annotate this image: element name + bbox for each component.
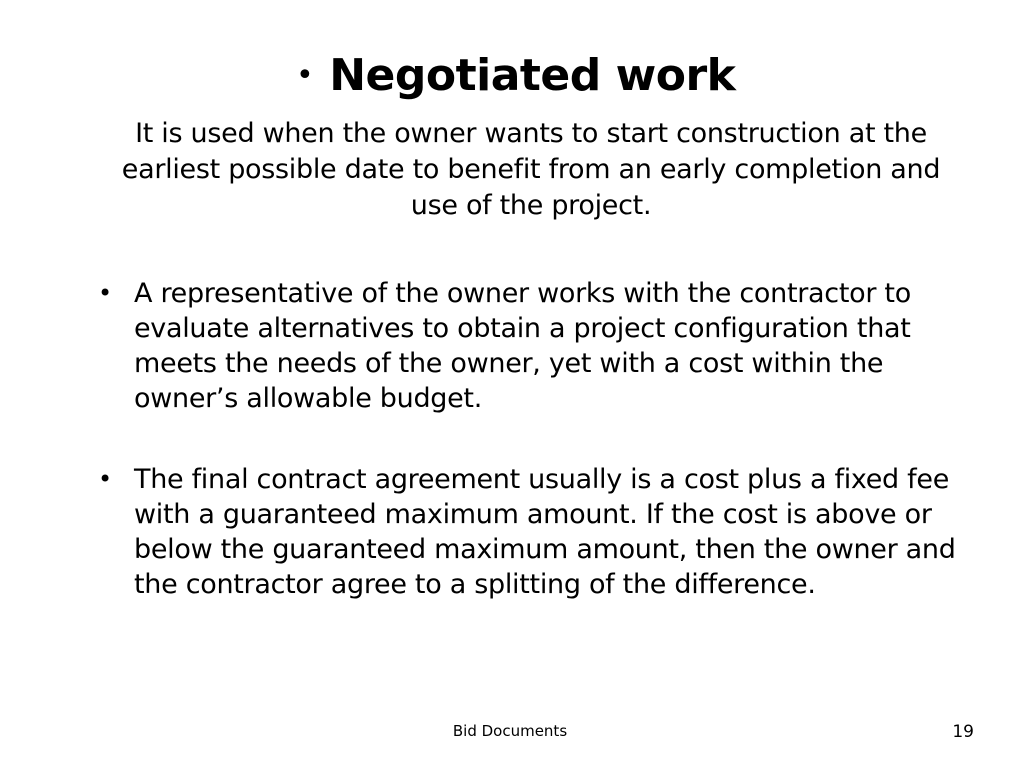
bullet-text: The final contract agreement usually is a cost plus a fixed fee with a guaranteed maximum amount. If the cost is above or below the guaranteed maximum amount, then the owner and the contractor agree to a splitting of the difference. [134,464,956,600]
bullet-list [96,276,966,648]
slide-footer: Bid Documents [452,722,568,740]
title-bullet-icon: • [296,57,314,93]
slide-title-text: Negotiated work [329,49,736,101]
bullet-icon: • [98,279,112,307]
bullet-item [96,462,966,602]
slide-title [296,44,856,106]
bullet-item [96,276,966,416]
intro-paragraph: It is used when the owner wants to start construction at the earliest possible date to benefit from an early completion and use of the project. [121,118,941,221]
bullet-icon: • [98,465,112,493]
page-number: 19 [952,722,974,742]
bullet-text: A representative of the owner works with the contractor to evaluate alternatives to obtain a project configuration that meets the needs of the owner, yet with a cost within the owner’s allowable budget. [134,278,911,414]
